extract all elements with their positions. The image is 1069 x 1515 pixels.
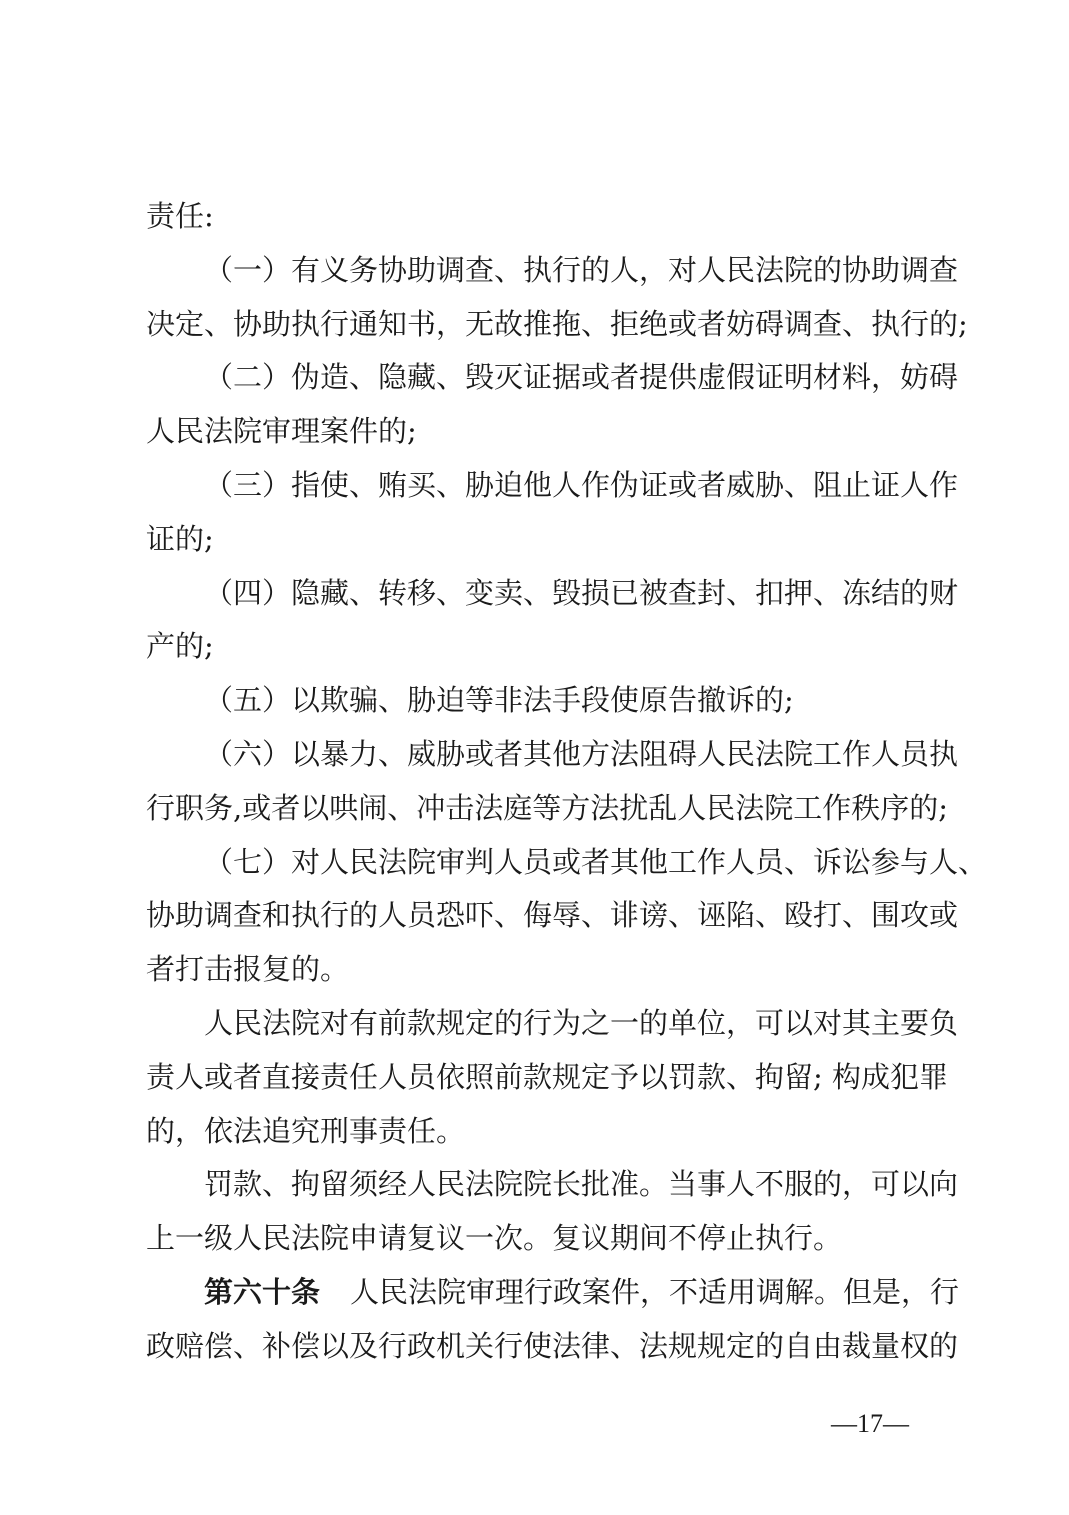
article-text: 人民法院审理行政案件，不适用调解。但是，行 <box>350 1274 960 1309</box>
text-line: （七）对人民法院审判人员或者其他工作人员、诉讼参与人、 <box>204 844 988 879</box>
article-line <box>146 1266 960 1320</box>
text-line: 行职务,或者以哄闹、冲击法庭等方法扰乱人民法院工作秩序的; <box>146 790 948 825</box>
text-line: 责任: <box>146 199 214 233</box>
article-label: 第六十条 <box>204 1274 321 1309</box>
text-line: （四）隐藏、转移、变卖、毁损已被查封、扣押、冻结的财 <box>204 575 959 610</box>
page-number: —17— <box>831 1409 909 1438</box>
text-line: （五）以欺骗、胁迫等非法手段使原告撤诉的; <box>204 683 794 718</box>
text-line: 的，依法追究刑事责任。 <box>146 1113 466 1148</box>
text-line: 政赔偿、补偿以及行政机关行使法律、法规规定的自由裁量权的 <box>146 1328 959 1363</box>
document-body <box>146 190 988 1374</box>
text-line: 协助调查和执行的人员恐吓、侮辱、诽谤、诬陷、殴打、围攻或 <box>146 898 959 933</box>
text-line: 罚款、拘留须经人民法院院长批准。当事人不服的，可以向 <box>204 1167 959 1202</box>
text-line: 产的; <box>146 629 214 664</box>
text-line: 责人或者直接责任人员依照前款规定予以罚款、拘留; 构成犯罪 <box>146 1059 948 1094</box>
text-line: （一）有义务协助调查、执行的人，对人民法院的协助调查 <box>204 252 959 287</box>
text-line: 人民法院对有前款规定的行为之一的单位，可以对其主要负 <box>204 1005 959 1040</box>
text-line: 人民法院审理案件的; <box>146 414 417 449</box>
text-line: （三）指使、贿买、胁迫他人作伪证或者威胁、阻止证人作 <box>204 467 959 502</box>
text-line: （六）以暴力、威胁或者其他方法阻碍人民法院工作人员执 <box>204 736 959 771</box>
text-line: 决定、协助执行通知书，无故推拖、拒绝或者妨碍调查、执行的; <box>146 306 968 341</box>
text-line: 证的; <box>146 521 214 556</box>
text-line: 者打击报复的。 <box>146 952 350 987</box>
text-line: （二）伪造、隐藏、毁灭证据或者提供虚假证明材料，妨碍 <box>204 360 959 395</box>
text-line: 上一级人民法院申请复议一次。复议期间不停止执行。 <box>146 1221 843 1256</box>
